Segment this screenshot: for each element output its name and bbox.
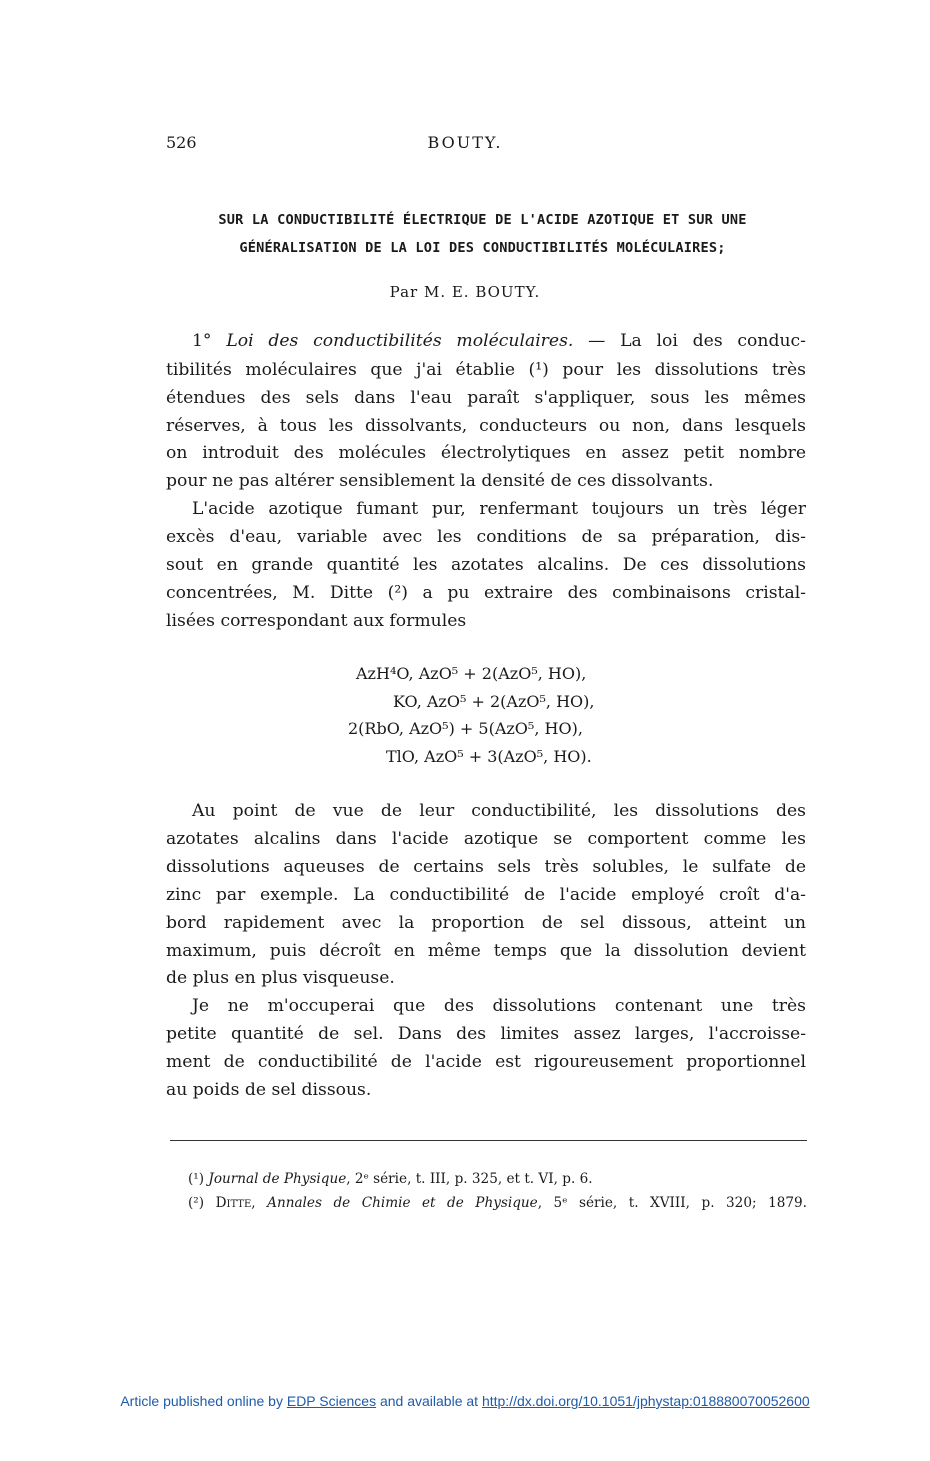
chemical-formula: 2(RbO, AzO⁵) + 5(AzO⁵, HO), — [348, 719, 583, 738]
footnote-rule — [170, 1140, 807, 1141]
footer-middle: and available at — [376, 1393, 482, 1409]
paragraph-line — [166, 330, 806, 352]
footnote-1 — [188, 1171, 593, 1187]
paragraph-line: tibilités moléculaires que j'ai établie (¹) pour les dissolutions très — [166, 360, 806, 380]
paragraph-line: L'acide azotique fumant pur, renfermant toujours un très léger — [192, 499, 806, 519]
chemical-formula: AzH⁴O, AzO⁵ + 2(AzO⁵, HO), — [356, 664, 587, 683]
chemical-formula: KO, AzO⁵ + 2(AzO⁵, HO), — [393, 692, 595, 711]
paragraph-line: pour ne pas altérer sensiblement la densité de ces dissolvants. — [166, 471, 714, 491]
paragraph-line: concentrées, M. Ditte (²) a pu extraire des combinaisons cristal- — [166, 583, 806, 603]
paragraph-line: étendues des sels dans l'eau paraît s'appliquer, sous les mêmes — [166, 388, 806, 408]
footnote-mark: (¹) — [188, 1171, 205, 1187]
footnote-author: Ditte — [215, 1195, 252, 1211]
footnote-source: Annales de Chimie et de Physique — [267, 1195, 538, 1211]
paragraph-line: maximum, puis décroît en même temps que la dissolution devient — [166, 941, 806, 961]
section-number: 1° — [192, 331, 212, 351]
publisher-footer — [0, 1393, 930, 1409]
paragraph-line: réserves, à tous les dissolvants, conducteurs ou non, dans lesquels — [166, 416, 806, 436]
paragraph-line: on introduit des molécules électrolytiques en assez petit nombre — [166, 443, 806, 463]
article-title-line-1: SUR LA CONDUCTIBILITÉ ÉLECTRIQUE DE L'ACIDE AZOTIQUE ET SUR UNE — [218, 212, 747, 228]
page-number: 526 — [166, 133, 197, 152]
paragraph-line: lisées correspondant aux formules — [166, 611, 467, 631]
paragraph-line: azotates alcalins dans l'acide azotique se comportent comme les — [166, 829, 806, 849]
footnote-2: (²) Ditte, Annales de Chimie et de Physique, 5ᵉ série, t. XVIII, p. 320; 1879. — [188, 1195, 807, 1211]
paragraph-line: ment de conductibilité de l'acide est rigoureusement proportionnel — [166, 1052, 806, 1072]
footnote-text: , 2ᵉ série, t. III, p. 325, et t. VI, p. 6. — [346, 1171, 593, 1187]
paragraph-line: sout en grande quantité les azotates alcalins. De ces dissolutions — [166, 555, 806, 575]
footnote-source: Journal de Physique — [208, 1171, 347, 1187]
chemical-formula: TlO, AzO⁵ + 3(AzO⁵, HO). — [386, 747, 592, 766]
paragraph-line: Au point de vue de leur conductibilité, les dissolutions des — [192, 801, 806, 821]
paragraph-line: excès d'eau, variable avec les conditions de sa préparation, dis- — [166, 527, 806, 547]
paragraph-line: au poids de sel dissous. — [166, 1080, 372, 1100]
publisher-link[interactable]: EDP Sciences — [286, 1393, 377, 1409]
footer-prefix: Article published online by — [120, 1393, 287, 1409]
paragraph-line: Je ne m'occuperai que des dissolutions contenant une très — [192, 996, 806, 1016]
article-title-line-2: GÉNÉRALISATION DE LA LOI DES CONDUCTIBILITÉS MOLÉCULAIRES; — [239, 240, 726, 256]
paragraph-line: petite quantité de sel. Dans des limites assez larges, l'accroisse- — [166, 1024, 806, 1044]
paragraph-text: — La loi des conduc- — [573, 331, 806, 351]
section-heading: Loi des conductibilités moléculaires. — [226, 331, 574, 351]
paragraph-line: de plus en plus visqueuse. — [166, 968, 395, 988]
footnote-mark: (²) — [188, 1195, 205, 1211]
doi-link[interactable]: http://dx.doi.org/10.1051/jphystap:018880070052600 — [481, 1393, 810, 1409]
author-byline: Par M. E. BOUTY. — [389, 283, 541, 301]
paragraph-line: zinc par exemple. La conductibilité de l'acide employé croît d'a- — [166, 885, 806, 905]
paragraph-line: dissolutions aqueuses de certains sels très solubles, le sulfate de — [166, 857, 806, 877]
footnote-text: , 5ᵉ série, t. XVIII, p. 320; 1879. — [537, 1195, 807, 1211]
running-head: BOUTY. — [427, 133, 503, 152]
paragraph-line: bord rapidement avec la proportion de sel dissous, atteint un — [166, 913, 806, 933]
